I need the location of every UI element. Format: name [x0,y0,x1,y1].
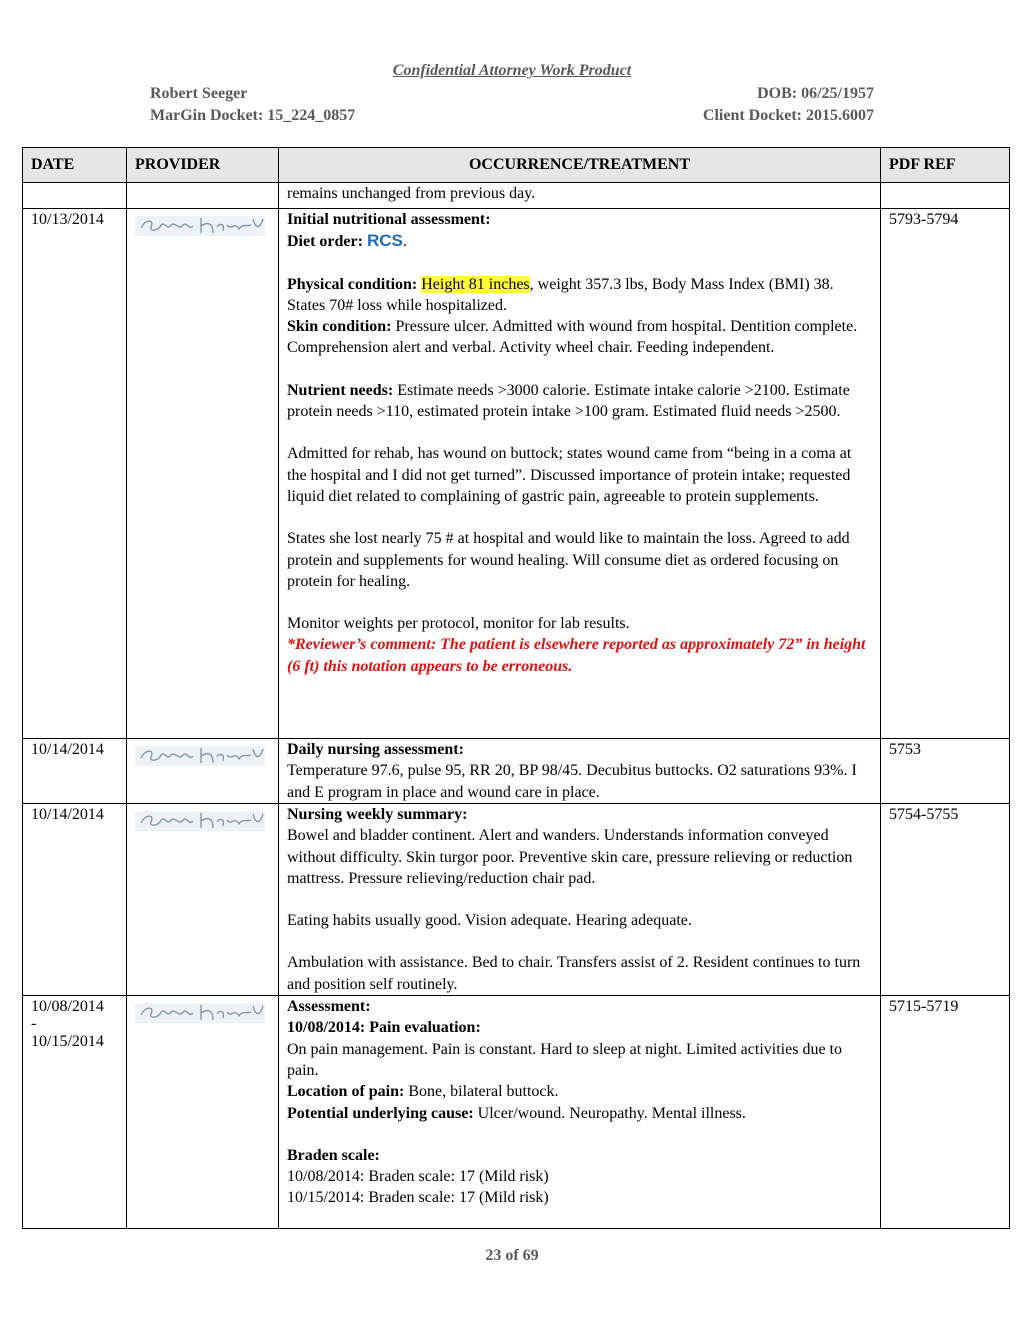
margin-docket: MarGin Docket: 15_224_0857 [150,107,356,124]
table-row [23,739,1010,804]
page-number: 23 of 69 [485,1247,539,1264]
chronology-table [22,147,1010,1229]
weight-loss-note: States she lost nearly 75 # at hospital and would like to maintain the loss. Agreed to add protein and supplements for wound healing. Will consume diet as ordered focusing on protein for healing. [287,530,850,590]
table-row [23,996,1010,1229]
braden-entry: 10/15/2014: Braden scale: 17 (Mild risk) [287,1189,549,1207]
summary-p1: Bowel and bladder continent. Alert and wanders. Understands information conveyed without difficulty. Skin turgor poor. Preventive skin care, pressure relieving or reduction mattress. Pressure relieving/reduction chair pad. [287,827,853,887]
pdf-ref-cell: 5715-5719 [881,996,1010,1229]
provider-cell [127,209,279,739]
occurrence-cell [279,996,881,1229]
table-row [23,804,1010,996]
col-header-pdf-ref: PDF REF [881,148,1010,183]
date-cell: 10/13/2014 [23,209,127,739]
date-from: 10/08/2014 [31,998,104,1016]
pdf-ref-cell: 5754-5755 [881,804,1010,996]
pain-location: Location of pain: Bone, bilateral buttock. [287,1083,559,1101]
provider-cell [127,739,279,804]
entry-text: Temperature 97.6, pulse 95, RR 20, BP 98/45. Decubitus buttocks. O2 saturations 93%. I and E program in place and wound care in place. [287,762,857,801]
patient-name: Robert Seeger [150,85,248,102]
provider-signature [135,808,265,834]
pain-eval-title: 10/08/2014: Pain evaluation: [287,1019,481,1037]
date-cell: 10/14/2014 [23,739,127,804]
summary-p3: Ambulation with assistance. Bed to chair. Transfers assist of 2. Resident continues to turn and position self routinely. [287,954,861,993]
col-header-date: DATE [23,148,127,183]
date-separator: - [31,1015,37,1033]
occurrence-cell [279,209,881,739]
skin-condition-label: Skin condition: [287,318,392,336]
date-cell [23,183,127,209]
date-to: 10/15/2014 [31,1033,104,1051]
entry-title: Daily nursing assessment: [287,741,464,758]
physical-condition: Physical condition: Height 81 inches, weight 357.3 lbs, Body Mass Index (BMI) 38. States 70# loss while hospitalized. Skin condition: Pressure ulcer. Admitted with wound from hospital. Dentition complete. Comprehension alert and verbal. Activity wheel chair. Feeding independent. [287,275,858,357]
entry-title: Assessment: [287,998,371,1016]
pdf-ref-cell: 5793-5794 [881,209,1010,739]
braden-entry: 10/08/2014: Braden scale: 17 (Mild risk) [287,1168,549,1186]
table-row [23,183,1010,209]
highlighted-height: Height 81 inches [421,275,530,293]
date-cell: 10/14/2014 [23,804,127,996]
occurrence-cell [279,183,881,209]
provider-signature [135,743,265,769]
dob: DOB: 06/25/1957 [757,85,874,102]
braden-scale: Braden scale: 10/08/2014: Braden scale: 17 (Mild risk) 10/15/2014: Braden scale: 17 (Mild risk) [287,1145,872,1209]
summary-p2: Eating habits usually good. Vision adequate. Hearing adequate. [287,912,692,930]
provider-signature [135,1000,265,1026]
header-row-1 [150,83,874,105]
pdf-ref-cell [881,183,1010,209]
entry-title: Initial nutritional assessment: [287,211,491,228]
pain-cause: Potential underlying cause: Ulcer/wound. Neuropathy. Mental illness. [287,1104,746,1122]
monitor-note: Monitor weights per protocol, monitor for lab results. *Reviewer’s comment: The patient is elsewhere reported as approximately 72” in height (6 ft) this notation appears to be erroneous. [287,613,872,677]
rehab-note: Admitted for rehab, has wound on buttock; states wound came from “being in a coma at the hospital and I did not get turned”. Discussed importance of protein intake; requested liquid diet related to complaining of gastric pain, agreeable to protein supplements. [287,445,852,505]
nutrient-needs: Nutrient needs: Estimate needs >3000 calorie. Estimate intake calorie >2100. Estimate protein needs >110, estimated protein intake >100 gram. Estimated fluid needs >2500. [287,381,850,421]
col-header-provider: PROVIDER [127,148,279,183]
document-title: Confidential Attorney Work Product [392,62,632,79]
client-docket: Client Docket: 2015.6007 [702,107,874,124]
date-cell [23,996,127,1229]
diet-value: RCS [366,231,403,251]
provider-cell [127,804,279,996]
reviewer-comment: *Reviewer’s comment: The patient is elsewhere reported as approximately 72” in height (6 ft) this notation appears to be erroneous. [287,636,866,675]
col-header-occurrence: OCCURRENCE/TREATMENT [279,148,881,183]
header-row-2 [150,105,874,127]
pdf-ref-cell: 5753 [881,739,1010,804]
diet-order: Diet order: RCS. [287,231,407,251]
entry-title: Nursing weekly summary: [287,806,468,823]
provider-signature [135,213,265,239]
entry-intro [287,209,872,253]
occurrence-cell [279,804,881,996]
provider-cell [127,183,279,209]
continuation-text: remains unchanged from previous day. [287,185,536,202]
pain-eval-text: On pain management. Pain is constant. Hard to sleep at night. Limited activities due to pain. [287,1040,842,1079]
table-row [23,209,1010,739]
provider-cell [127,996,279,1229]
table-header-row [23,148,1010,183]
occurrence-cell [279,739,881,804]
